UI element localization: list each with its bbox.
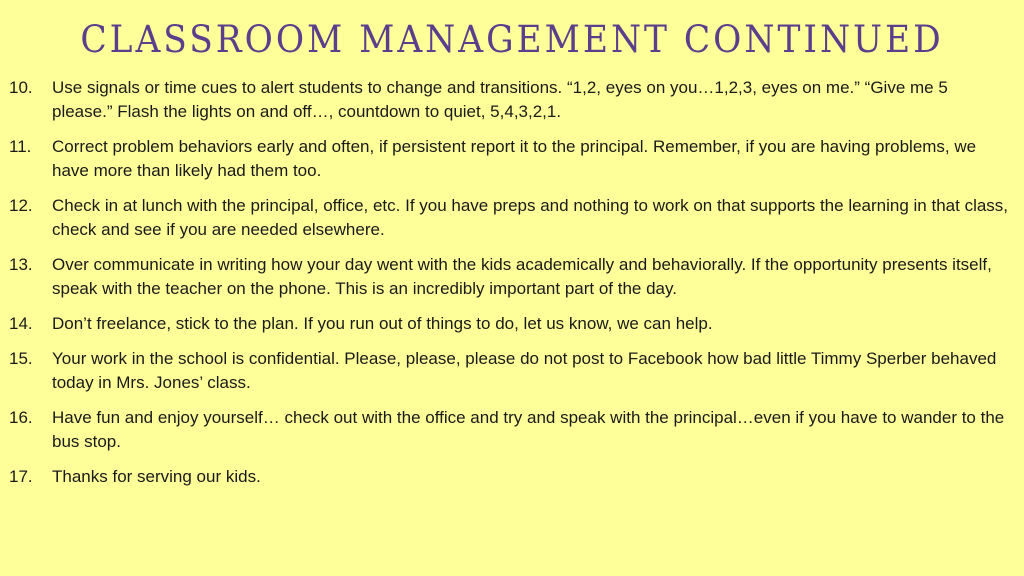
list-item — [0, 76, 1010, 124]
slide-title: CLASSROOM MANAGEMENT CONTINUED — [80, 18, 944, 61]
list-item-text: Your work in the school is confidential. Please, please, please do not post to Facebook how bad little Timmy Sperber behaved today in Mrs. Jones’ class. — [52, 349, 997, 392]
list-item — [0, 194, 1010, 242]
list-item-text: Correct problem behaviors early and often, if persistent report it to the principal. Remember, if you are having problems, we have more than likely had them too. — [52, 137, 977, 180]
list-item-number: 11. — [9, 137, 32, 156]
list-item — [0, 465, 1010, 489]
list-item — [0, 347, 1010, 395]
list-item-number: 12. — [9, 196, 33, 215]
list-item-number: 17. — [9, 467, 33, 486]
list-item-text: Have fun and enjoy yourself… check out with the office and try and speak with the principal…even if you have to wander to the bus stop. — [52, 408, 1005, 451]
list-item-text: Check in at lunch with the principal, office, etc. If you have preps and nothing to work on that supports the learning in that class, check and see if you are needed elsewhere. — [52, 196, 1009, 239]
list-item — [0, 253, 1010, 301]
list-item-text: Thanks for serving our kids. — [52, 467, 261, 486]
list-item-number: 15. — [9, 349, 33, 368]
list-item-text: Don’t freelance, stick to the plan. If you run out of things to do, let us know, we can help. — [52, 314, 713, 333]
list-item-text: Over communicate in writing how your day went with the kids academically and behaviorally. If the opportunity presents itself, speak with the teacher on the phone. This is an incredibly important part of the day. — [52, 255, 992, 298]
list-item — [0, 406, 1010, 454]
list-item — [0, 312, 1010, 336]
list-item-number: 10. — [9, 78, 33, 97]
list-item — [0, 135, 1010, 183]
numbered-list — [0, 76, 1010, 500]
list-item-text: Use signals or time cues to alert students to change and transitions. “1,2, eyes on you…1,2,3, eyes on me.” “Give me 5 please.” Flash the lights on and off…, countdown to quiet, 5,4,3,2,1. — [52, 78, 948, 121]
list-item-number: 13. — [9, 255, 33, 274]
list-item-number: 14. — [9, 314, 33, 333]
list-item-number: 16. — [9, 408, 33, 427]
